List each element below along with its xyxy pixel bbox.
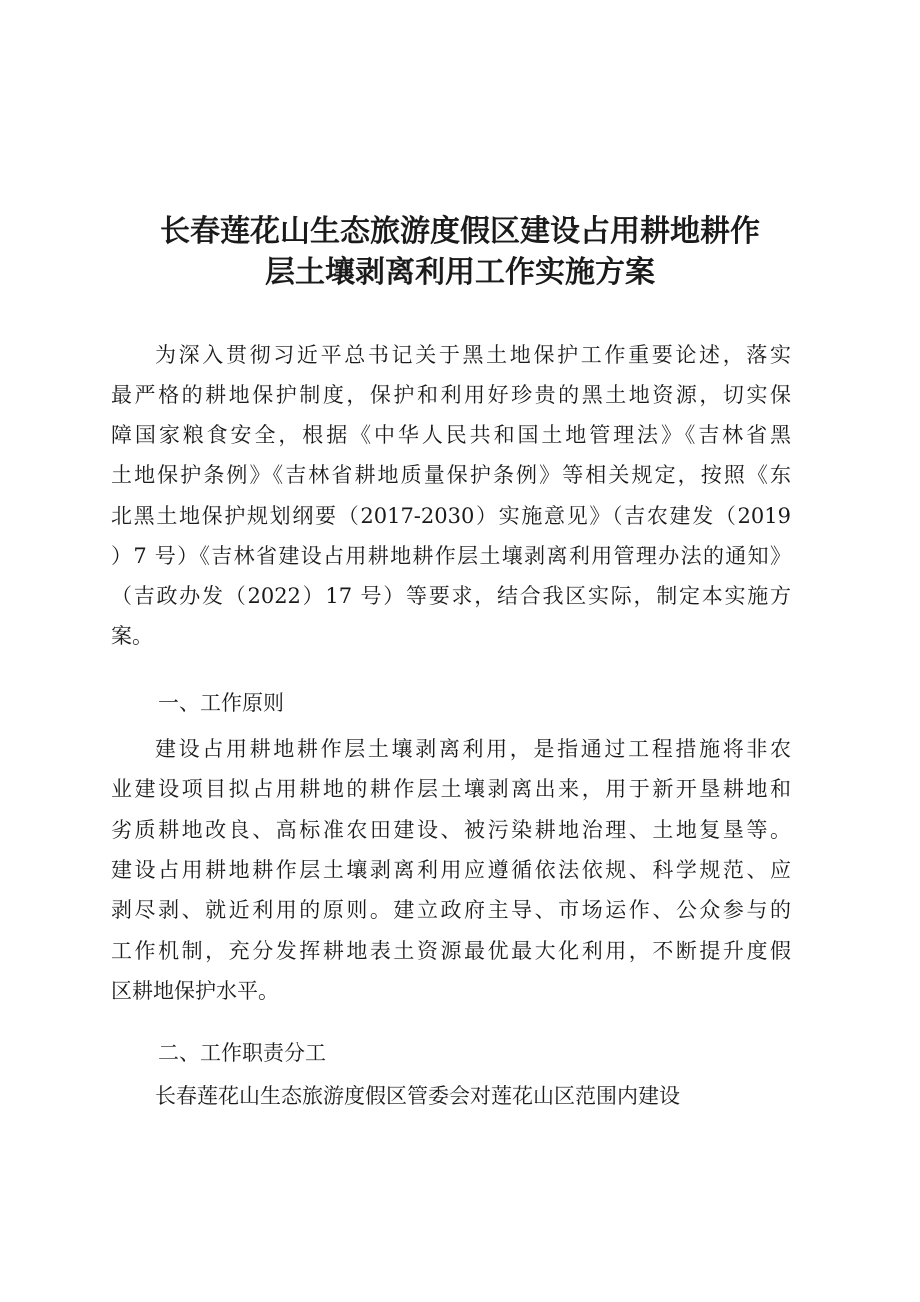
- intro-line: （吉政办发（2022）17 号）等要求，结合我区实际，制定本实施方: [111, 584, 791, 608]
- intro-line: 为深入贯彻习近平总书记关于黑土地保护工作重要论述，落实: [155, 343, 791, 367]
- section-2-line: 长春莲花山生态旅游度假区管委会对莲花山区范围内建设: [155, 1084, 680, 1108]
- document-title-line-2: 层土壤剥离利用工作实施方案: [265, 255, 655, 290]
- intro-line: 障国家粮食安全，根据《中华人民共和国土地管理法》《吉林省黑: [111, 423, 791, 447]
- document-title-line-1: 长春莲花山生态旅游度假区建设占用耕地耕作: [160, 214, 760, 249]
- section-1-line: 剥尽剥、就近利用的原则。建立政府主导、市场运作、公众参与的: [111, 898, 791, 922]
- intro-line: ）7 号）《吉林省建设占用耕地耕作层土壤剥离利用管理办法的通知》: [111, 544, 791, 568]
- section-1-line: 建设占用耕地耕作层土壤剥离利用应遵循依法依规、科学规范、应: [111, 858, 791, 882]
- section-1-heading: 一、工作原则: [158, 691, 284, 715]
- intro-line: 土地保护条例》《吉林省耕地质量保护条例》等相关规定，按照《东: [111, 463, 791, 487]
- section-1-line: 业建设项目拟占用耕地的耕作层土壤剥离出来，用于新开垦耕地和: [111, 777, 791, 801]
- section-1-line: 工作机制，充分发挥耕地表土资源最优最大化利用，不断提升度假: [111, 939, 791, 963]
- intro-line: 案。: [111, 624, 153, 648]
- section-2-heading: 二、工作职责分工: [158, 1041, 326, 1065]
- section-1-line: 建设占用耕地耕作层土壤剥离利用，是指通过工程措施将非农: [155, 737, 791, 761]
- intro-line: 北黑土地保护规划纲要（2017-2030）实施意见》（吉农建发（2019: [111, 504, 791, 528]
- section-1-line: 劣质耕地改良、高标准农田建设、被污染耕地治理、土地复垦等。: [111, 818, 791, 842]
- section-1-line: 区耕地保护水平。: [111, 979, 279, 1003]
- intro-line: 最严格的耕地保护制度，保护和利用好珍贵的黑土地资源，切实保: [111, 383, 791, 407]
